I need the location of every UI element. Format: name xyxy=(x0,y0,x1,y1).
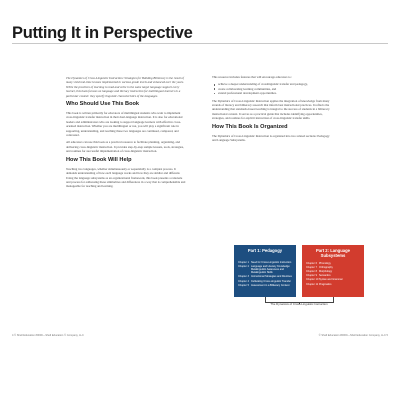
list-item: create collaborating learning communities, and xyxy=(212,87,332,91)
chapter-title: Language and Literacy Knowledge: Metalinguistic Awareness and Metalinguistic Skills xyxy=(251,265,291,275)
list-item: extend professional development opportunities. xyxy=(212,91,332,95)
chapter-entry xyxy=(238,284,292,287)
part1-title: Part 1: Pedagogy xyxy=(247,248,283,253)
section-heading-help: How This Book Will Help xyxy=(66,156,132,163)
chapter-entry xyxy=(306,274,360,277)
intro-paragraph: The Dynamics of Cross-Linguistic Instruction: Strategies for Building Biliteracy is the result of many vivid real-time lessons implemented in various grade levels and enhanced over the years. While the practices of learning to read and write in the same target language support every learner, this book focuses on language and literacy instruction for multilingual learners in a particular context: they specify linguistic characteristics of the languages. xyxy=(66,76,184,98)
chapter-title: Assessment in a Biliteracy Context xyxy=(251,283,290,287)
chapter-entry xyxy=(238,280,292,283)
chapter-entry xyxy=(306,266,360,269)
title-divider xyxy=(12,43,388,44)
chapter-entry xyxy=(306,283,360,286)
paragraph: This resource includes features that will encourage educators to: xyxy=(212,75,292,79)
diagram-caption: The Dynamics of Cross-Linguistic Instruction xyxy=(270,302,328,306)
feature-list xyxy=(212,82,332,95)
page-title: Putting It in Perspective xyxy=(12,24,193,42)
chapter-entry xyxy=(238,261,292,264)
left-column xyxy=(66,76,186,192)
chapter-number: Chapter 3 xyxy=(238,275,249,279)
paragraph: All educators can use this book as a practical resource to facilitate planning, organizing, and delivering cross-linguistic instruction. It provides step-by-step sample lessons, tools, strategies, and routines for successful implementation of cross-linguistic instruction. xyxy=(66,140,184,154)
paragraph: This book is written primarily for educators of multilingual students who want to implement cross-linguistic transfer instruction in their dual-language instruction. It is also for educational leaders and administrators who are looking to support language learners with effective cross-oriented instruction. Whether you are multilingual or not, you will play a significant role in supporting, understanding, and teaching these two languages are continued, compared, and contrasted. xyxy=(66,111,183,138)
chapter-number: Chapter 1 xyxy=(238,261,249,264)
part1-box xyxy=(234,245,296,297)
right-column xyxy=(212,75,332,145)
chapter-number: Chapter 6 xyxy=(306,261,317,265)
part2-box xyxy=(302,245,364,297)
list-item: achieve a deeper understanding of crosslinguistic transfer and pedagogy, xyxy=(212,82,332,86)
paragraph: The Dynamics of Cross-Linguistic Instruction is organized into two related sections: Pedagogy and Language Subsystems. xyxy=(212,133,330,143)
part2-title: Part 2: Language Subsystems xyxy=(316,248,350,258)
chapter-title: Semantics xyxy=(319,274,331,278)
chapter-number: Chapter 8 xyxy=(306,269,317,273)
chapter-entry xyxy=(306,270,360,273)
section-heading-organized: How This Book Is Organized xyxy=(212,123,288,130)
paragraph: The Dynamics of Cross-Linguistic Instruction applies the integration of knowledge from many strands of literacy and biliteracy research that inform best instructional practices. It reflects the understanding that standards-based teaching is integral to the success of students in a biliteracy instructional context. It serves as a practical guide that includes identifying opportunities, strategies, and routines for explicit instruction of cross-linguistic transfer skills. xyxy=(212,98,330,121)
chapter-number: Chapter 11 xyxy=(306,282,319,286)
section-heading-who: Who Should Use This Book xyxy=(66,101,140,108)
chapter-title: Pragmatics xyxy=(319,282,332,286)
chapter-title: Phonology xyxy=(319,261,331,265)
chapter-number: Chapter 4 xyxy=(238,279,249,283)
chapter-title: Morphology xyxy=(319,269,333,273)
chapter-number: Chapter 10 xyxy=(306,278,319,282)
chapter-number: Chapter 9 xyxy=(306,274,317,278)
chapter-entry xyxy=(238,275,292,278)
chapter-title: Orthography xyxy=(319,265,333,269)
chapter-entry xyxy=(238,265,292,274)
book-structure-diagram xyxy=(228,245,368,315)
chapter-title: Syntax and Grammar xyxy=(319,278,343,282)
chapter-number: Chapter 7 xyxy=(306,265,317,269)
chapter-number: Chapter 2 xyxy=(238,265,249,269)
chapter-number: Chapter 5 xyxy=(238,283,249,287)
chapter-entry xyxy=(306,278,360,281)
chapter-entry xyxy=(306,262,360,265)
footer-left: 4 © Shell Education #0000—Shell Education © Company, LLC xyxy=(12,334,84,337)
chapter-title: Cultivating Cross-Linguistic Transfer xyxy=(251,279,292,283)
footer-right: © Shell Education #0000—Shell Education Company, LLC 5 xyxy=(318,334,388,337)
chapter-title: Instructional Strategies and Routines xyxy=(251,275,292,279)
chapter-title: Need for Cross-Linguistic Instruction xyxy=(251,261,292,264)
paragraph: Teaching two languages, whether simultaneously or sequentially is a complex process. It demands understanding of how each language works and how they are similar and different. Using the language subsystems as an organizational framework, this book presents a rationale and process for addressing these similarities and differences in a way that is comprehensible and manageable for teaching and learning. xyxy=(66,166,186,189)
